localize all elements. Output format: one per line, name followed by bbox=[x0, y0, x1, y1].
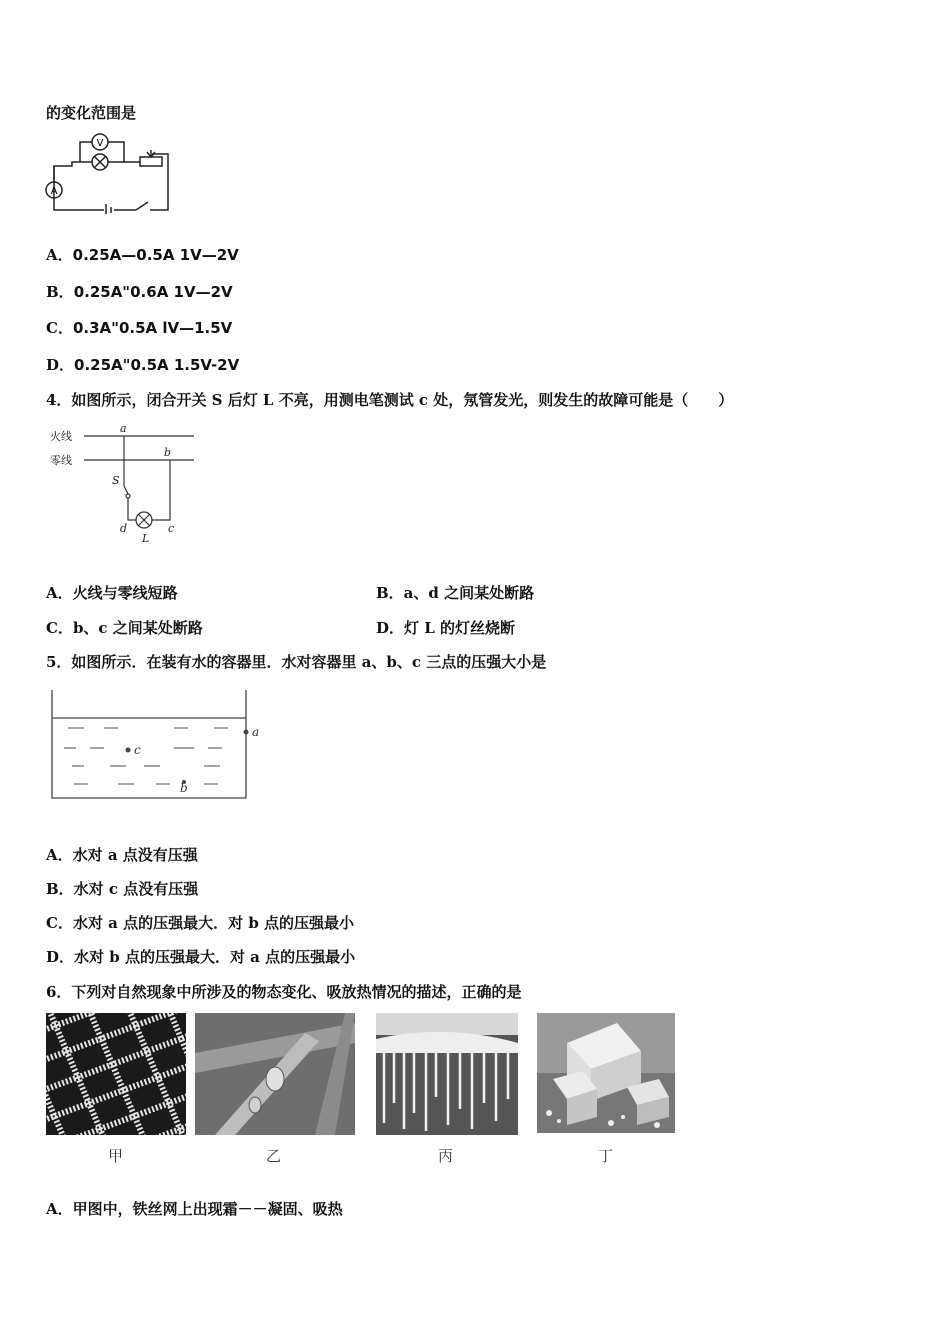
point-b-label: b bbox=[164, 446, 172, 459]
neutral-wire-label: 零线 bbox=[50, 454, 72, 467]
ammeter-label: A bbox=[50, 186, 58, 197]
q5-stem: 5．如图所示．在装有水的容器里．水对容器里 a、b、c 三点的压强大小是 bbox=[46, 653, 547, 671]
q4-option-b: B．a、d 之间某处断路 bbox=[376, 584, 535, 602]
q6-stem: 6．下列对自然现象中所涉及的物态变化、吸放热情况的描述，正确的是 bbox=[46, 983, 522, 1001]
q3-stem-tail: 的变化范围是 bbox=[46, 104, 137, 122]
photo-icicles bbox=[376, 1013, 518, 1135]
photo-dew-on-leaf bbox=[195, 1013, 355, 1135]
point-b-label: b bbox=[180, 781, 188, 795]
point-d-label: d bbox=[120, 522, 128, 535]
q3-option-b: B．0.25A"0.6A 1V—2V bbox=[46, 283, 233, 301]
q3-option-a: A．0.25A—0.5A 1V—2V bbox=[46, 246, 239, 264]
q3-option-c: C．0.3A"0.5A lV—1.5V bbox=[46, 319, 233, 337]
q3-circuit-figure bbox=[44, 130, 176, 214]
q5-option-b: B．水对 c 点没有压强 bbox=[46, 880, 199, 898]
q3-option-d: D．0.25A"0.5A 1.5V-2V bbox=[46, 356, 240, 374]
point-c-label: c bbox=[168, 522, 175, 535]
q5-option-c: C．水对 a 点的压强最大．对 b 点的压强最小 bbox=[46, 914, 355, 932]
q5-option-d: D．水对 b 点的压强最大．对 a 点的压强最小 bbox=[46, 948, 356, 966]
caption-bing: 丙 bbox=[438, 1147, 454, 1165]
caption-ding: 丁 bbox=[598, 1147, 614, 1165]
lamp-l-label: L bbox=[142, 532, 150, 545]
q4-option-d: D．灯 L 的灯丝烧断 bbox=[376, 619, 515, 637]
live-wire-label: 火线 bbox=[50, 430, 72, 443]
caption-yi: 乙 bbox=[266, 1147, 282, 1165]
point-a-label: a bbox=[252, 725, 260, 739]
photo-frost-wire-mesh bbox=[46, 1013, 186, 1135]
q4-wiring-figure bbox=[44, 420, 202, 550]
photo-dry-ice bbox=[537, 1013, 675, 1133]
caption-jia: 甲 bbox=[108, 1147, 124, 1165]
point-a-label: a bbox=[120, 422, 127, 435]
q5-option-a: A．水对 a 点没有压强 bbox=[46, 846, 198, 864]
q5-container-figure bbox=[44, 686, 274, 804]
voltmeter-label: V bbox=[96, 138, 104, 149]
q6-option-a: A．甲图中，铁丝网上出现霜－－凝固、吸热 bbox=[46, 1200, 343, 1218]
q4-option-c: C．b、c 之间某处断路 bbox=[46, 619, 203, 637]
q4-option-a: A．火线与零线短路 bbox=[46, 584, 178, 602]
switch-s-label: S bbox=[112, 474, 120, 487]
point-c-label: c bbox=[134, 743, 141, 757]
q4-stem: 4．如图所示，闭合开关 S 后灯 L 不亮，用测电笔测试 c 处，氖管发光，则发生的故障可能是（ ） bbox=[46, 391, 734, 409]
